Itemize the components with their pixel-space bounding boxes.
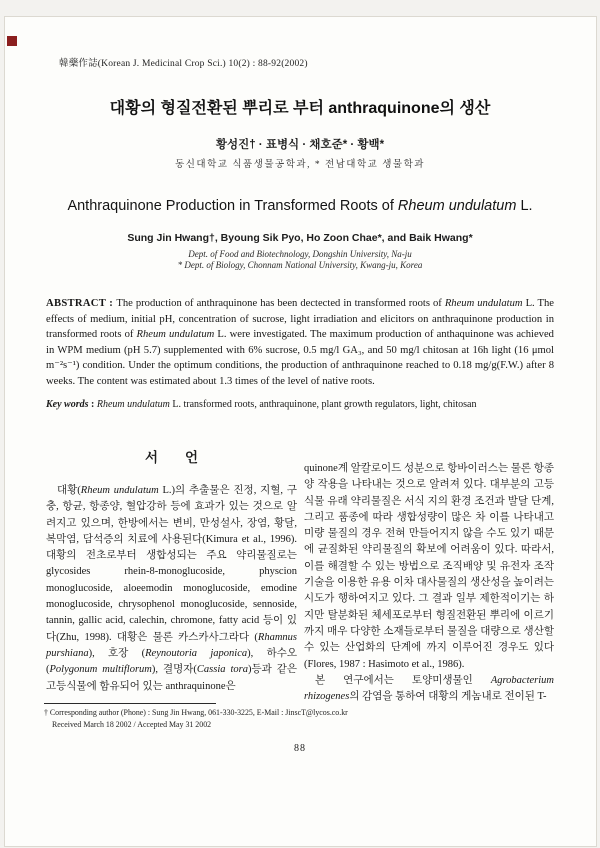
- intro-right-column: [304, 461, 554, 705]
- english-title: [0, 198, 600, 214]
- intro-right-text-2: 본 연구에서는 토양미생물인: [315, 674, 491, 686]
- species-rhamnus-purshiana: Rhamnus purshiana: [46, 631, 297, 659]
- corresponding-author-line: † Corresponding author (Phone) : Sung Jin Hwang, 061-330-3225, E-Mail : JinscT@lycos.co.kr: [44, 708, 348, 717]
- intro-left-text-4: ), 하수오(: [46, 647, 297, 676]
- intro-left-text-6: )등과 같은 고등식물에 함유되어 있는 anthraquinone은: [46, 664, 297, 692]
- abstract-species-1: Rheum undulatum: [444, 298, 523, 309]
- keywords-line: [46, 399, 554, 410]
- abstract-colon: :: [105, 298, 117, 309]
- abstract-paragraph: [46, 296, 554, 390]
- species-agrobacterium-rhizogenes: Agrobacterium rhizogenes: [304, 674, 554, 703]
- footnote-rule: [44, 703, 216, 704]
- received-accepted-line: Received March 18 2002 / Accepted May 31 2002: [52, 719, 212, 729]
- korean-title: 대황의 형질전환된 뿌리로 부터 anthraquinone의 생산: [109, 100, 491, 117]
- intro-left-column: [46, 483, 297, 695]
- species-polygonum-multiflorum: Polygonum multiflorum: [49, 664, 152, 676]
- korean-authors: 황성진† · 표병식 · 채호준* · 황백*: [215, 139, 385, 151]
- page-number: 88: [294, 743, 306, 754]
- abstract-text-2: L. The effects of medium, initial pH, concentration of sucrose, light irradiation and elicitors on anthraquinone production in transformed roots of: [46, 298, 554, 341]
- intro-left-text-2: L.)의 추출물은 진정, 지혈, 구충, 항균, 항종양, 혈압강하 등에 효과가 있는 것으로 알려지고 있으며, 한방에서는 변비, 만성설사, 장염, 황달, 복막염, 담석증의 치료에 사용된다(Kimura et al., 1996). 대황의 전초로부터 생합성되는 주요 약리물질로는 glycosides rhein-8-monoglucoside, physcion monoglucoside, aloeemodin monoglucoside, emodine monoglucoside, chrysophenol monoglucoside, sennoside, tannin, gallic acid, calechin, chromone, fatty acid 등이 있다(Zhu, 1998). 대황은 물론 카스카사그라다 (: [46, 485, 298, 643]
- korean-affiliation: 동신대학교 식품생물공학과, * 전남대학교 생물학과: [175, 160, 425, 170]
- intro-left-text-5: ), 결명자(: [151, 664, 197, 676]
- intro-left-paragraph: [46, 483, 297, 695]
- english-affiliation-1: Dept. of Food and Biotechnology, Dongshin University, Na-ju: [188, 249, 412, 259]
- keywords-species: Rheum undulatum: [96, 399, 170, 410]
- scan-color-mark: [7, 36, 17, 46]
- species-reynoutoria-japonica: Reynoutoria japonica: [145, 647, 248, 659]
- english-authors: Sung Jin Hwang†, Byoung Sik Pyo, Ho Zoon Chae*, and Baik Hwang*: [127, 232, 473, 244]
- english-title-suffix: L.: [516, 198, 533, 214]
- species-cassia-tora: Cassia tora: [196, 664, 248, 676]
- english-title-text: Anthraquinone Production in Transformed Roots of: [67, 198, 398, 214]
- abstract-text-1: The production of anthraquinone has been dectected in transformed roots of: [116, 298, 445, 309]
- english-affiliation-2: * Dept. of Biology, Chonnam National University, Kwang-ju, Korea: [177, 260, 423, 270]
- journal-header: 韓藥作誌(Korean J. Medicinal Crop Sci.) 10(2) : 88-92(2002): [59, 59, 308, 69]
- intro-left-text-1: 대황(: [57, 485, 81, 496]
- abstract-text-3: L. were investigated. The maximum production of anthaquinone was achieved in WPM medium (pH 5.7) supplemented with 6% sucrose, 0.5 mg/l GA₃, and 50 mg/l chitosan at 16h light (16 μmol m⁻²s⁻¹) condition. Under the optimum conditions, the production of anthraquinone reached to 0.18 mg/g(F.W.) after 8 weeks. The content was estimated about 1.3 times of the level of native roots.: [46, 329, 554, 387]
- species-rheum-undulatum: Rheum undulatum: [80, 485, 159, 496]
- abstract-species-2: Rheum undulatum: [136, 329, 215, 341]
- footnote-block: [44, 707, 389, 730]
- keywords-colon: :: [88, 399, 97, 410]
- keywords-label: Key words: [46, 399, 89, 410]
- abstract-label: ABSTRACT: [46, 298, 106, 309]
- intro-right-text-3: 의 감염을 통하여 대황의 게놈내로 전이된 T-: [349, 691, 547, 703]
- keywords-list: L. transformed roots, anthraquinone, plant growth regulators, light, chitosan: [169, 399, 477, 410]
- intro-right-paragraph-2: [304, 673, 554, 706]
- section-heading-introduction: 서 언: [144, 450, 199, 465]
- intro-right-paragraph-1: quinone계 알칼로이드 성분으로 항바이러스는 물론 항종양 작용을 나타내는 것으로 알려져 있다. 대부분의 고등식물 유래 약리물질은 서식 지의 환경 조건과 발달 단계, 그리고 품종에 따라 생합성량이 많은 차 이를 나타내고 미량 물질의 경우 전혀 만들어지지 않을 수도 있기 때문에 균질화된 약리물질의 확보에 어려움이 있다. 따라서, 이를 해결할 수 있는 방법으로 조직배양 및 유전자 조작 기술을 이용한 유용 이차 대사물질의 생산성을 높이려는 시도가 행하여지고 있다. 그 결과 일부 제한적이기는 하지만 탈분화된 체세포로부터 형질전환된 뿌리에 이르기까지 매우 다양한 소재들로부터 물질을 대량으로 생산할 수 있는 산업화의 단계에 까지 이루어진 경우도 있다(Flores, 1987 : Hasimoto et al., 1986).: [304, 463, 554, 670]
- intro-left-text-3: ), 호장 (: [88, 647, 146, 659]
- english-title-species: Rheum undulatum: [397, 198, 517, 214]
